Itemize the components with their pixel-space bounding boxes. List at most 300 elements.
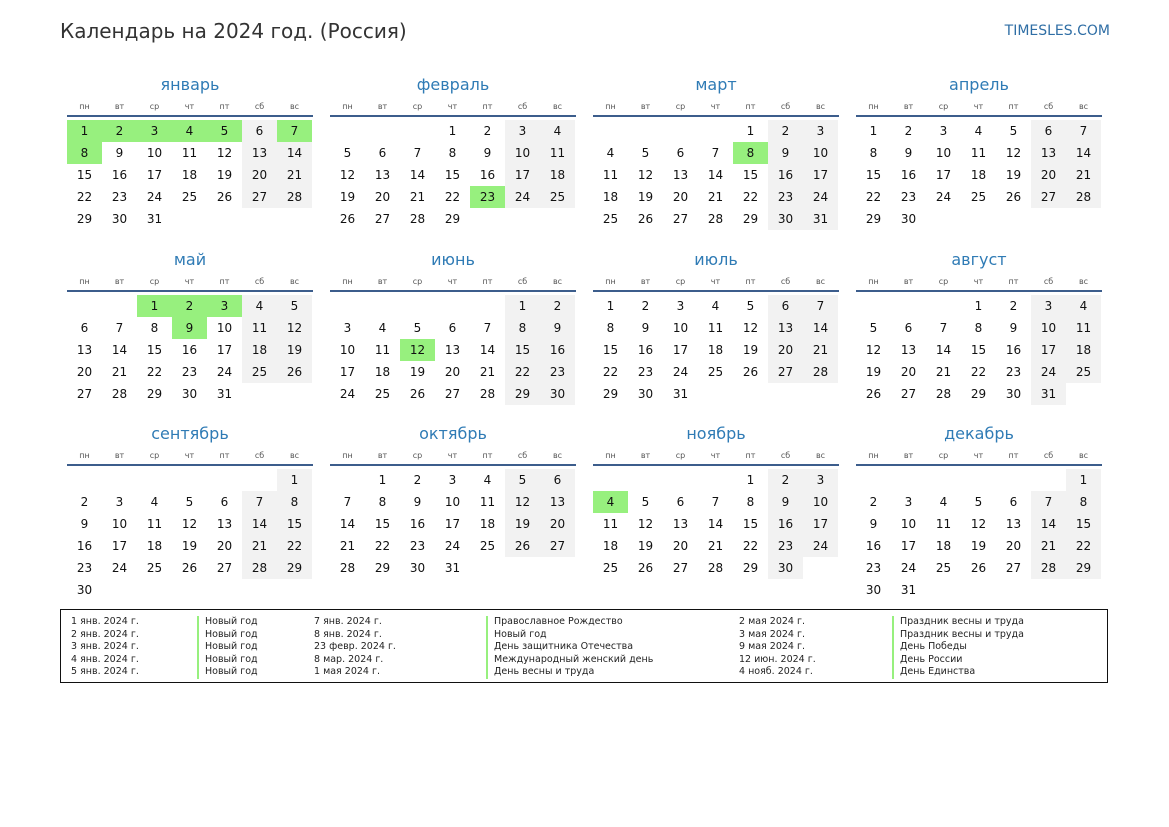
holiday-day: 23 [470,186,505,208]
weekend-day: 16 [768,164,803,186]
day-cell: 23 [181,365,198,379]
legend-name-column [486,616,653,679]
legend-date: 8 мар. 2024 г. [314,653,384,665]
day-cell: 7 [115,321,124,335]
day-cell: 5 [974,495,983,509]
weekday-label: сб [254,102,265,111]
legend-date: 8 янв. 2024 г. [314,628,382,640]
day-cell: 31 [444,561,461,575]
legend-holiday-name: Праздник весны и труда [892,616,1024,629]
month-block [856,248,1102,405]
day-cell: 21 [479,365,496,379]
week-row [593,295,839,317]
empty-day [137,469,172,491]
day-cell: 3 [904,495,913,509]
day-cell: 18 [479,517,496,531]
empty-day [540,557,575,579]
day-cell: 15 [970,343,987,357]
day-cell: 29 [970,387,987,401]
legend-date: 2 мая 2024 г. [739,616,805,627]
weekend-day: 22 [1066,535,1101,557]
day-cell: 13 [374,168,391,182]
day-cell: 19 [339,190,356,204]
empty-day [67,295,102,317]
weekday-label: чт [184,451,195,460]
empty-day [102,579,137,601]
day-cell: 9 [413,495,422,509]
month-name: май [173,250,207,269]
legend-holiday-name: День Единства [892,666,1024,679]
day-cell: 25 [602,561,619,575]
day-cell: 6 [448,321,457,335]
weekday-header [67,99,313,117]
day-cell: 25 [374,387,391,401]
week-row [856,361,1102,383]
weekend-day: 28 [277,186,312,208]
week-row [330,383,576,405]
day-cell: 19 [742,343,759,357]
day-cell: 15 [76,168,93,182]
empty-day [926,208,961,230]
day-cell: 1 [869,124,878,138]
day-cell: 21 [339,539,356,553]
weekday-header [593,99,839,117]
weekday-label: вс [552,102,563,111]
weekend-day: 21 [242,535,277,557]
day-cell: 26 [181,561,198,575]
weekend-day: 14 [277,142,312,164]
day-cell: 13 [672,168,689,182]
holiday-day: 8 [67,142,102,164]
day-cell: 26 [970,561,987,575]
day-cell: 19 [637,190,654,204]
weekday-label: пт [745,451,756,460]
day-cell: 18 [602,539,619,553]
weekend-day: 4 [540,120,575,142]
weekday-label: чт [973,451,984,460]
empty-day [540,208,575,230]
week-row [593,186,839,208]
weekday-label: ср [149,102,160,111]
weekend-day: 2 [768,469,803,491]
day-cell: 22 [865,190,882,204]
week-row [330,513,576,535]
day-cell: 31 [672,387,689,401]
weekend-day: 26 [505,535,540,557]
day-cell: 28 [707,561,724,575]
weekday-label: пн [868,451,879,460]
weekday-label: ср [938,277,949,286]
day-cell: 16 [111,168,128,182]
weekend-day: 11 [540,142,575,164]
weekend-day: 11 [1066,317,1101,339]
weekday-label: чт [710,277,721,286]
weekend-day: 19 [505,513,540,535]
empty-day [102,295,137,317]
empty-day [470,295,505,317]
week-row [67,361,313,383]
weekend-day: 23 [768,186,803,208]
week-row [856,579,1102,601]
week-row [67,142,313,164]
day-cell: 6 [1009,495,1018,509]
day-cell: 24 [111,561,128,575]
day-cell: 15 [146,343,163,357]
legend-holiday-name: Новый год [197,641,258,654]
empty-day [330,469,365,491]
month-name: август [951,250,1007,269]
weekend-day: 19 [277,339,312,361]
weekday-label: вс [815,451,826,460]
weekday-label: пт [745,277,756,286]
day-cell: 9 [80,517,89,531]
weekday-label: сб [517,102,528,111]
holiday-legend [60,609,1108,683]
empty-day [1066,208,1101,230]
empty-day [277,383,312,405]
weekday-label: вт [903,102,914,111]
weekday-label: сб [254,451,265,460]
day-cell: 29 [374,561,391,575]
weekday-header [330,99,576,117]
day-cell: 9 [1009,321,1018,335]
day-cell: 4 [606,146,615,160]
day-cell: 21 [935,365,952,379]
legend-date: 3 янв. 2024 г. [71,641,139,652]
empty-day [961,579,996,601]
empty-day [400,120,435,142]
week-row [856,469,1102,491]
day-cell: 20 [444,365,461,379]
day-cell: 19 [216,168,233,182]
weekend-day: 15 [277,513,312,535]
month-name: июль [694,250,738,269]
month-block [67,248,313,405]
weekday-label: ср [149,451,160,460]
weekend-day: 3 [803,469,838,491]
day-cell: 9 [115,146,124,160]
empty-day [207,579,242,601]
week-row [67,469,313,491]
day-cell: 11 [935,517,952,531]
weekend-day: 6 [768,295,803,317]
weekday-label: пн [868,102,879,111]
week-row [67,535,313,557]
day-cell: 17 [146,168,163,182]
day-cell: 1 [378,473,387,487]
weekday-label: пн [868,277,879,286]
weekend-day: 14 [1066,142,1101,164]
month-block [330,73,576,230]
weekend-day: 26 [277,361,312,383]
day-cell: 12 [216,146,233,160]
legend-date: 3 мая 2024 г. [739,628,805,640]
day-cell: 22 [76,190,93,204]
day-cell: 29 [602,387,619,401]
day-cell: 30 [409,561,426,575]
weekday-header [330,274,576,292]
day-cell: 15 [865,168,882,182]
day-cell: 15 [602,343,619,357]
weekday-label: пн [605,277,616,286]
week-row [593,491,839,513]
day-cell: 16 [479,168,496,182]
legend-holiday-name: Новый год [486,629,653,642]
weekend-day: 30 [768,557,803,579]
weekday-label: пн [605,102,616,111]
weekend-day: 21 [1031,535,1066,557]
day-cell: 22 [602,365,619,379]
empty-day [1031,469,1066,491]
legend-date-column [71,616,139,679]
week-row [856,120,1102,142]
day-cell: 22 [742,190,759,204]
day-cell: 11 [479,495,496,509]
empty-day [137,579,172,601]
day-cell: 16 [181,343,198,357]
weekday-label: ср [675,102,686,111]
day-cell: 2 [904,124,913,138]
day-cell: 11 [181,146,198,160]
day-cell: 26 [742,365,759,379]
day-cell: 6 [676,146,685,160]
day-cell: 2 [80,495,89,509]
weekend-day: 17 [803,513,838,535]
weekday-label: ср [675,451,686,460]
day-cell: 29 [865,212,882,226]
day-cell: 19 [1005,168,1022,182]
week-row [856,491,1102,513]
weekend-day: 2 [540,295,575,317]
day-cell: 2 [1009,299,1018,313]
weekday-header [67,448,313,466]
day-cell: 27 [76,387,93,401]
week-row [593,557,839,579]
week-row [856,557,1102,579]
empty-day [102,469,137,491]
day-cell: 6 [676,495,685,509]
week-row [67,513,313,535]
holiday-day: 1 [67,120,102,142]
week-row [67,317,313,339]
empty-day [856,295,891,317]
legend-date: 7 янв. 2024 г. [314,616,382,627]
weekend-day: 11 [242,317,277,339]
day-cell: 18 [707,343,724,357]
weekend-day: 17 [505,164,540,186]
weekend-day: 1 [277,469,312,491]
empty-day [628,469,663,491]
week-row [856,164,1102,186]
weekday-label: сб [1043,277,1054,286]
weekend-day: 14 [803,317,838,339]
week-row [330,164,576,186]
empty-day [996,208,1031,230]
weekend-day: 31 [1031,383,1066,405]
day-cell: 24 [444,539,461,553]
day-cell: 14 [409,168,426,182]
empty-day [242,208,277,230]
day-cell: 20 [216,539,233,553]
day-cell: 20 [1005,539,1022,553]
day-cell: 24 [146,190,163,204]
empty-day [926,469,961,491]
week-row [330,186,576,208]
weekday-label: сб [1043,451,1054,460]
empty-day [67,469,102,491]
month-name: апрель [949,75,1009,94]
day-cell: 5 [1009,124,1018,138]
legend-holiday-name: День Победы [892,641,1024,654]
weekend-day: 7 [1066,120,1101,142]
empty-day [207,208,242,230]
empty-day [330,120,365,142]
day-cell: 19 [970,539,987,553]
day-cell: 13 [900,343,917,357]
day-cell: 2 [413,473,422,487]
weekday-label: ср [149,277,160,286]
week-row [593,469,839,491]
empty-day [365,120,400,142]
month-block [593,422,839,579]
day-cell: 27 [1005,561,1022,575]
day-cell: 3 [448,473,457,487]
empty-day [663,469,698,491]
month-name: декабрь [944,424,1014,443]
weekday-label: вс [1078,451,1089,460]
day-cell: 28 [707,212,724,226]
weekend-day: 21 [803,339,838,361]
weekend-day: 20 [540,513,575,535]
weekend-day: 21 [277,164,312,186]
day-cell: 28 [935,387,952,401]
weekday-label: сб [780,102,791,111]
weekend-day: 4 [1066,295,1101,317]
legend-name-column [892,616,1024,679]
weekday-label: вс [815,277,826,286]
empty-day [926,579,961,601]
day-cell: 21 [707,539,724,553]
day-cell: 26 [637,212,654,226]
weekday-label: чт [184,102,195,111]
weekday-label: сб [1043,102,1054,111]
weekend-day: 3 [803,120,838,142]
day-cell: 18 [374,365,391,379]
day-cell: 23 [76,561,93,575]
day-cell: 23 [865,561,882,575]
weekday-label: ср [412,451,423,460]
weekday-label: пн [605,451,616,460]
empty-day [330,295,365,317]
week-row [67,164,313,186]
week-row [856,383,1102,405]
day-cell: 14 [111,343,128,357]
day-cell: 7 [483,321,492,335]
day-cell: 16 [865,539,882,553]
weekend-day: 28 [803,361,838,383]
month-name: октябрь [419,424,487,443]
day-cell: 21 [111,365,128,379]
day-cell: 8 [869,146,878,160]
weekday-label: пт [1008,102,1019,111]
empty-day [891,469,926,491]
day-cell: 3 [115,495,124,509]
day-cell: 30 [76,583,93,597]
empty-day [891,295,926,317]
weekday-label: вс [289,102,300,111]
day-cell: 13 [672,517,689,531]
day-cell: 1 [974,299,983,313]
weekday-label: пт [1008,277,1019,286]
empty-day [593,120,628,142]
day-cell: 30 [865,583,882,597]
day-cell: 14 [707,517,724,531]
week-row [330,142,576,164]
legend-date: 1 мая 2024 г. [314,666,380,677]
site-link[interactable]: TIMESLES.COM [1004,23,1110,39]
weekend-day: 21 [1066,164,1101,186]
day-cell: 31 [146,212,163,226]
weekend-day: 28 [242,557,277,579]
day-cell: 12 [1005,146,1022,160]
day-cell: 3 [939,124,948,138]
day-cell: 10 [672,321,689,335]
day-cell: 4 [711,299,720,313]
day-cell: 4 [150,495,159,509]
weekend-day: 13 [540,491,575,513]
day-cell: 8 [606,321,615,335]
weekday-label: пт [745,102,756,111]
month-block [330,248,576,405]
week-row [856,317,1102,339]
day-cell: 1 [746,473,755,487]
legend-holiday-name: День защитника Отечества [486,641,653,654]
weekday-header [856,99,1102,117]
weekend-day: 8 [277,491,312,513]
day-cell: 20 [374,190,391,204]
weekend-day: 8 [505,317,540,339]
week-row [330,491,576,513]
holiday-day: 7 [277,120,312,142]
empty-day [698,120,733,142]
weekday-label: пн [79,277,90,286]
day-cell: 11 [146,517,163,531]
month-block [67,422,313,601]
day-cell: 30 [111,212,128,226]
legend-holiday-name: Новый год [197,616,258,629]
week-row [593,535,839,557]
empty-day [242,383,277,405]
empty-day [1031,579,1066,601]
weekday-label: чт [973,277,984,286]
day-cell: 1 [448,124,457,138]
empty-day [1031,208,1066,230]
day-cell: 13 [1005,517,1022,531]
empty-day [996,579,1031,601]
legend-date: 4 янв. 2024 г. [71,653,139,665]
weekday-label: ср [675,277,686,286]
day-cell: 15 [742,168,759,182]
day-cell: 24 [900,561,917,575]
day-cell: 29 [146,387,163,401]
weekend-day: 18 [242,339,277,361]
day-cell: 24 [935,190,952,204]
holiday-day: 3 [137,120,172,142]
day-cell: 29 [742,561,759,575]
empty-day [277,208,312,230]
month-block [593,248,839,405]
legend-holiday-name: Православное Рождество [486,616,653,629]
